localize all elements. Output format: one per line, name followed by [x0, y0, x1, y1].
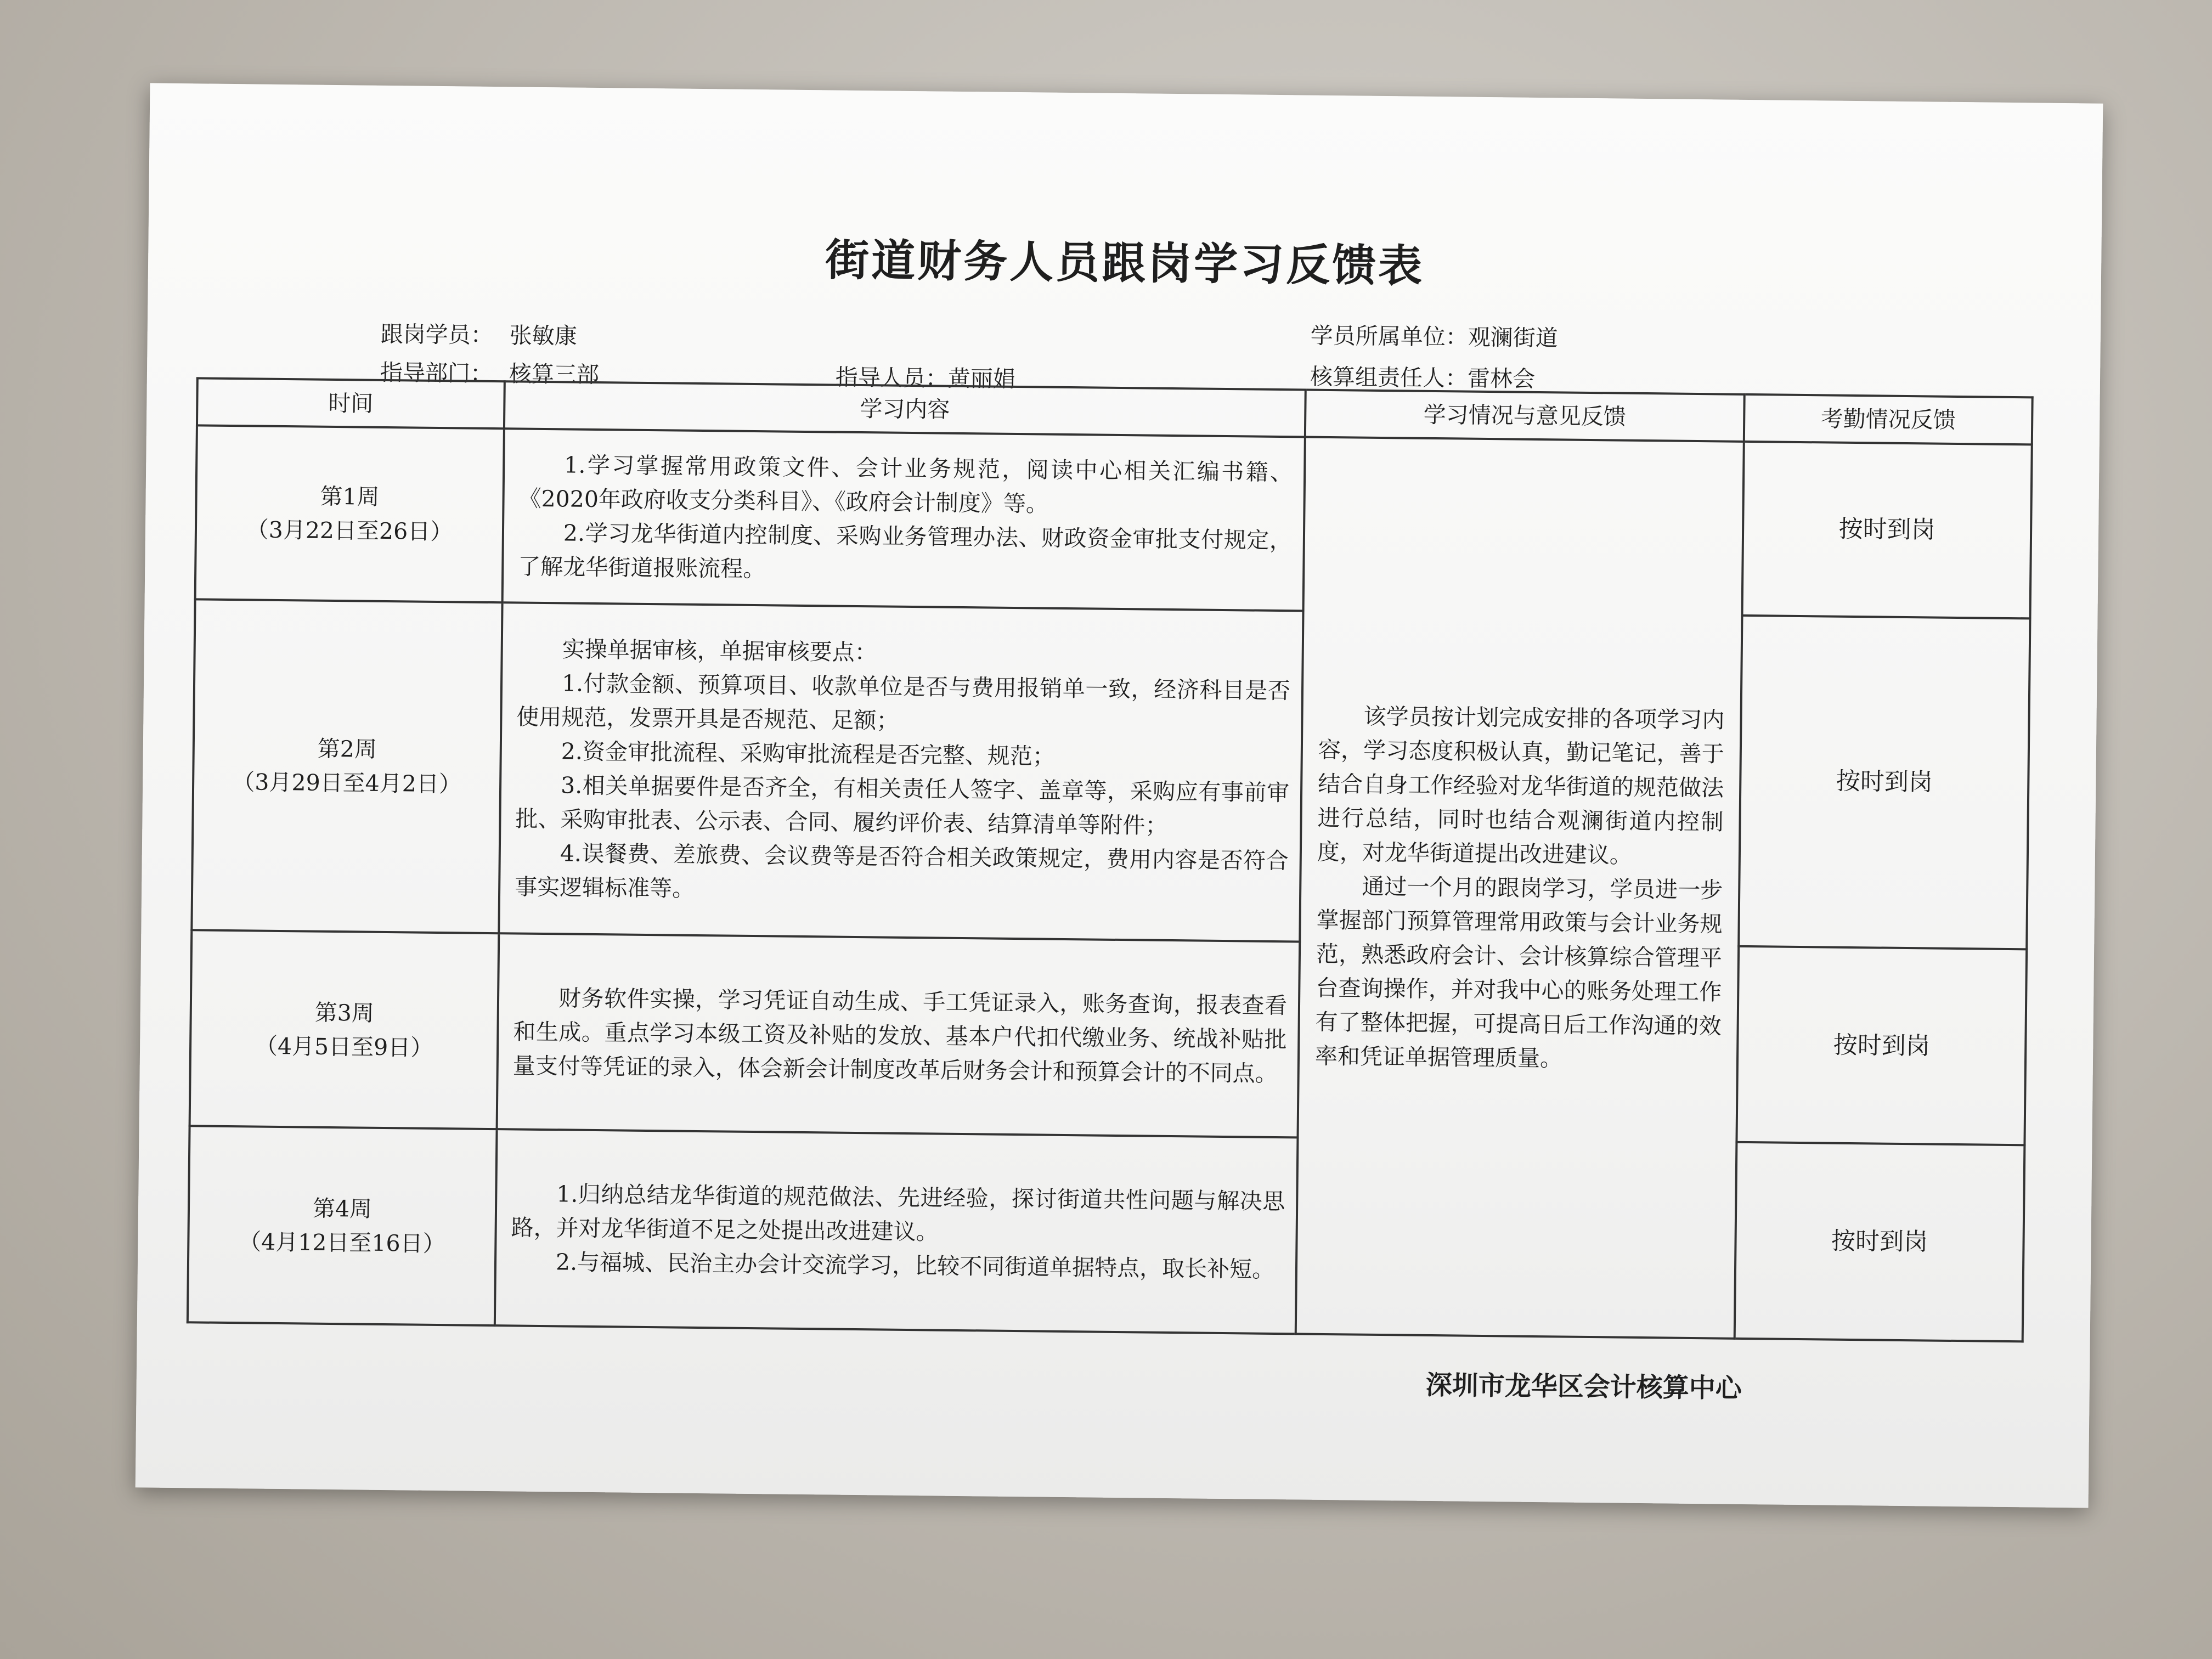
week-label: 第1周 [320, 483, 380, 511]
content-cell [499, 602, 1303, 941]
week-label: 第2周 [317, 735, 377, 763]
attendance-cell: 按时到岗 [1742, 442, 2032, 618]
trainee-label: 跟岗学员： [380, 320, 493, 349]
mentor-label: 指导人员： [835, 364, 949, 392]
content-item: 1.归纳总结龙华街道的规范做法、先进经验，探讨街道共性问题与解决思路，并对龙华街道不足之处提出改进建议。 [511, 1181, 1285, 1245]
content-item: 财务软件实操，学习凭证自动生成、手工凭证录入，账务查询，报表查看和生成。重点学习本级工资及补贴的发放、基本户代扣代缴业务、统战补贴批量支付等凭证的录入，体会新会计制度改革后财务会计和预算会计的不同点。 [512, 984, 1288, 1087]
header-time: 时间 [197, 378, 505, 428]
content-cell [497, 933, 1300, 1138]
unit-info [1311, 318, 1559, 353]
leader-label: 核算组责任人： [1310, 363, 1468, 392]
content-cell [503, 428, 1305, 611]
content-item: 2.资金审批流程、采购审批流程是否完整、规范； [561, 738, 1056, 770]
form-title: 街道财务人员跟岗学习反馈表 [825, 234, 1425, 292]
week-dates: （3月29日至4月2日） [232, 769, 462, 798]
feedback-paragraph: 通过一个月的跟岗学习，学员进一步掌握部门预算管理常用政策与会计业务规范，熟悉政府会计、会计核算综合管理平台查询操作，并对我中心的账务处理工作有了整体把握，可提高日后工作沟通的效率和凭证单据管理质量。 [1314, 873, 1723, 1071]
week-dates: （4月12日至16日） [238, 1228, 445, 1257]
week-cell [188, 1126, 497, 1326]
content-item: 实操单据审核，单据审核要点： [562, 636, 877, 666]
dept-name: 核算三部 [509, 360, 600, 388]
feedback-paragraph: 该学员按计划完成安排的各项学习内容，学习态度积极认真，勤记笔记，善于结合自身工作经验对龙华街道的规范做法进行总结，同时也结合观澜街道内控制度，对龙华街道提出改进建议。 [1317, 703, 1725, 868]
paper-sheet [136, 83, 2103, 1508]
header-attendance: 考勤情况反馈 [1744, 394, 2033, 444]
content-item: 2.学习龙华街道内控制度、采购业务管理办法、财政资金审批支付规定，了解龙华街道报账流程。 [518, 520, 1293, 583]
attendance-cell: 按时到岗 [1736, 946, 2027, 1146]
leader-name: 雷林会 [1467, 365, 1536, 392]
week-label: 第4周 [312, 1195, 373, 1222]
unit-label: 学员所属单位： [1310, 322, 1469, 351]
issuer-name: 深圳市龙华区会计核算中心 [1425, 1369, 1742, 1404]
table-row [195, 425, 2032, 618]
attendance-cell: 按时到岗 [1739, 616, 2030, 949]
week-dates: （4月5日至9日） [255, 1032, 433, 1061]
unit-name: 观澜街道 [1468, 324, 1559, 352]
feedback-cell [1296, 437, 1744, 1339]
dept-label: 指导部门： [380, 359, 493, 387]
header-content: 学习内容 [504, 381, 1306, 437]
content-item: 4.误餐费、差旅费、会议费等是否符合相关政策规定，费用内容是否符合事实逻辑标准等。 [514, 840, 1289, 902]
week-cell [191, 599, 502, 933]
week-cell [195, 425, 504, 602]
week-label: 第3周 [314, 999, 375, 1026]
header-feedback: 学习情况与意见反馈 [1305, 390, 1745, 442]
week-cell [190, 930, 499, 1130]
content-item: 3.相关单据要件是否齐全，有相关责任人签字、盖章等，采购应有事前审批、采购审批表、公示表、合同、履约评价表、结算清单等附件； [515, 772, 1290, 839]
trainee-name: 张敏康 [509, 322, 577, 349]
content-item: 1.学习掌握常用政策文件、会计业务规范，阅读中心相关汇编书籍、《2020年政府收支分类科目》、《政府会计制度》等。 [518, 452, 1293, 518]
mentor-name: 黄丽娟 [947, 365, 1016, 392]
trainee-info [380, 316, 577, 351]
content-cell [495, 1129, 1298, 1334]
table-row [190, 930, 2027, 1146]
table-row [191, 599, 2030, 949]
table-row [188, 1126, 2025, 1342]
leader-info [1310, 359, 1536, 393]
content-item: 2.与福城、民治主办会计交流学习，比较不同街道单据特点，取长补短。 [555, 1249, 1275, 1283]
week-dates: （3月22日至26日） [246, 516, 453, 545]
feedback-table [187, 377, 2034, 1342]
attendance-cell: 按时到岗 [1735, 1142, 2025, 1341]
content-item: 1.付款金额、预算项目、收款单位是否与费用报销单一致，经济科目是否使用规范，发票开具是否规范、足额； [516, 670, 1291, 735]
